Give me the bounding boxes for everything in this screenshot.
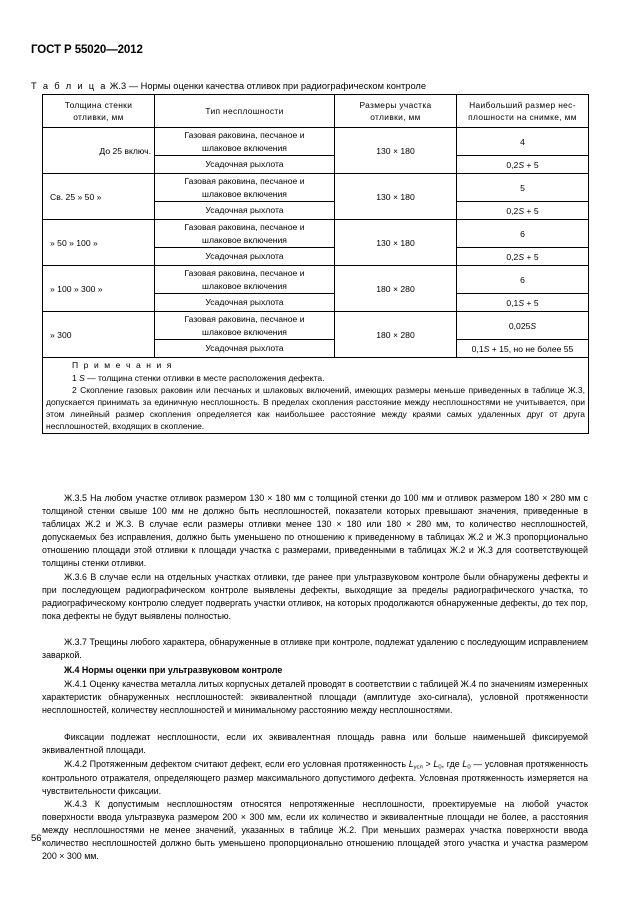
cell-type-gas bbox=[155, 128, 335, 156]
cell-max-gas: 4 bbox=[457, 128, 589, 156]
header-line-1: Наибольший размер нес- bbox=[469, 99, 576, 110]
note-number: 1 bbox=[72, 373, 80, 384]
type-line-1: Газовая раковина, песчаное и bbox=[184, 222, 305, 233]
paragraph-j41-container bbox=[42, 678, 588, 717]
paragraph-j37-container bbox=[42, 636, 588, 662]
value-suffix: + 5 bbox=[524, 159, 539, 170]
type-line-2: шлаковое включения bbox=[202, 188, 287, 199]
type-line-1: Газовая раковина, песчаное и bbox=[184, 176, 305, 187]
type-line-1: Газовая раковина, песчаное и bbox=[184, 314, 305, 325]
notes-title: П р и м е ч а н и я bbox=[72, 360, 174, 370]
header-line-2: отливки, мм bbox=[73, 112, 124, 122]
cell-thickness: » 50 » 100 » bbox=[43, 220, 155, 266]
paragraph-j36-container bbox=[42, 571, 588, 623]
value-variable: S bbox=[518, 205, 525, 216]
note-item-1 bbox=[46, 372, 585, 384]
cell-type-shrinkage: Усадочная рыхлота bbox=[155, 202, 335, 220]
cell-size: 130 × 180 bbox=[335, 128, 457, 174]
type-line-2: шлаковое включения bbox=[202, 326, 287, 337]
paragraph-j37: Ж.3.7 Трещины любого характера, обнаруженные в отливке при контроле, подлежат удалению с последующим исправлением заваркой. bbox=[42, 637, 588, 661]
j42-subscript-0: 0 bbox=[438, 764, 442, 771]
norms-table bbox=[42, 94, 589, 434]
value-prefix: 0,025 bbox=[508, 320, 531, 331]
page-number: 56 bbox=[31, 833, 42, 844]
cell-max-gas: 6 bbox=[457, 220, 589, 248]
j42-subscript-usl: усл bbox=[413, 764, 423, 771]
type-line-2: шлаковое включения bbox=[202, 142, 287, 153]
header-line-1: Размеры участка bbox=[359, 99, 432, 110]
value-suffix: + 15, но не более 55 bbox=[489, 343, 574, 354]
value-prefix: 0,2 bbox=[506, 159, 519, 170]
paragraph-j42-container bbox=[42, 758, 588, 798]
value-prefix: 0,2 bbox=[506, 251, 519, 262]
j42-subscript-0-2: 0 bbox=[467, 764, 471, 771]
j42-symbol-L0-2: L bbox=[462, 759, 468, 769]
paragraph-fixation-container bbox=[42, 731, 588, 757]
table-head bbox=[43, 95, 589, 128]
table-caption-number: Ж.3 bbox=[109, 81, 127, 91]
paragraph-j43-container bbox=[42, 798, 588, 863]
header-line-1: Тип несплошности bbox=[205, 105, 284, 116]
table-row bbox=[43, 266, 589, 294]
type-line-1: Газовая раковина, песчаное и bbox=[184, 268, 305, 279]
column-header-max-size bbox=[457, 95, 589, 128]
heading-j4-container bbox=[42, 664, 588, 677]
cell-type-gas bbox=[155, 266, 335, 294]
cell-size: 180 × 280 bbox=[335, 266, 457, 312]
type-line-2: шлаковое включения bbox=[202, 234, 287, 245]
value-variable: S bbox=[518, 297, 525, 308]
j42-symbol-L0: L bbox=[433, 759, 439, 769]
cell-max-gas bbox=[457, 312, 589, 340]
cell-max-shrinkage bbox=[457, 248, 589, 266]
j42-text-d: — условная протяженность контрольного отражателя, определяющего размер максимального допустимого дефекта. Условная протяженность измеряется на чувствительности фиксации. bbox=[42, 759, 588, 797]
paragraph-j41: Ж.4.1 Оценку качества металла литых корпусных деталей проводят в соответствии с таблицей Ж.4 по значениям измеренных характеристик обнаруженных несплошностей: эквивалентной площади (амплитуде эхо-сигнала), условной протяженности несплошностей, количеству несплошностей и минимальному расстоянию между несплошностями. bbox=[42, 679, 588, 716]
value-variable: S bbox=[530, 320, 537, 331]
cell-max-gas: 5 bbox=[457, 174, 589, 202]
cell-max-shrinkage bbox=[457, 340, 589, 358]
table-body bbox=[43, 128, 589, 434]
j42-text-a: Ж.4.2 Протяженным дефектом считают дефект, если его условная протяженность bbox=[64, 759, 409, 769]
table-caption-text: — Нормы оценки качества отливок при радиографическом контроле bbox=[128, 81, 427, 91]
cell-max-shrinkage bbox=[457, 202, 589, 220]
table-caption bbox=[31, 81, 426, 91]
column-header-type bbox=[155, 95, 335, 128]
value-suffix: + 5 bbox=[524, 297, 539, 308]
j42-text-c: , где bbox=[441, 759, 463, 769]
value-variable: S bbox=[483, 343, 490, 354]
table-row bbox=[43, 174, 589, 202]
paragraph-j43: Ж.4.3 К допустимым несплошностям относятся непротяженные несплошности, проектируемые на любой участок поверхности ввода ультразвука размером 200 × 300 мм, если их количество и эквивалентные площади не более, а расстояния между несплошностями не менее значений, указанных в таблице Ж.2. При меньших размерах участка поверхности ввода количество несплошностей должно быть уменьшено пропорционально отношению площадей этого участка и участка размером 200 × 300 мм. bbox=[42, 799, 588, 862]
header-line-2: плошности на снимке, мм bbox=[468, 112, 577, 122]
paragraph-j36: Ж.3.6 В случае если на отдельных участках отливки, где ранее при ультразвуковом контроле были обнаружены дефекты и при последующем радиографическом контроле выявлены дефекты, выходящие за пределы радиографического участка, то радиографическому контролю следует подвергать участки отливок, на которых продолжаются обнаруженные дефекты, до тех пор, пока дефекты не будут выявлены полностью. bbox=[42, 572, 588, 622]
heading-j4: Ж.4 Нормы оценки при ультразвуковом контроле bbox=[64, 665, 283, 675]
note-text: — толщина стенки отливки в месте расположения дефекта. bbox=[84, 373, 325, 384]
cell-type-shrinkage: Усадочная рыхлота bbox=[155, 340, 335, 358]
table-notes bbox=[43, 358, 589, 434]
table-caption-label: Т а б л и ц а bbox=[31, 81, 108, 91]
cell-thickness: Св. 25 » 50 » bbox=[43, 174, 155, 220]
note-variable: S bbox=[79, 373, 85, 384]
header-line-2: отливки, мм bbox=[370, 112, 421, 122]
table-row bbox=[43, 220, 589, 248]
cell-type-gas bbox=[155, 312, 335, 340]
cell-type-shrinkage: Усадочная рыхлота bbox=[155, 294, 335, 312]
table-row bbox=[43, 128, 589, 156]
column-header-thickness bbox=[43, 95, 155, 128]
paragraph-fixation: Фиксации подлежат несплошности, если их эквивалентная площадь равна или больше наименьшей фиксируемой эквивалентной площади. bbox=[42, 732, 588, 756]
value-prefix: 0,2 bbox=[506, 205, 519, 216]
cell-max-gas: 6 bbox=[457, 266, 589, 294]
cell-max-shrinkage bbox=[457, 156, 589, 174]
cell-size: 180 × 280 bbox=[335, 312, 457, 358]
value-suffix: + 5 bbox=[524, 251, 539, 262]
value-prefix: 0,1 bbox=[506, 297, 519, 308]
standard-header: ГОСТ Р 55020—2012 bbox=[31, 44, 143, 56]
header-line-1: Толщина стенки bbox=[64, 99, 133, 110]
type-line-1: Газовая раковина, песчаное и bbox=[184, 130, 305, 141]
cell-size: 130 × 180 bbox=[335, 220, 457, 266]
cell-thickness: До 25 включ. bbox=[43, 128, 155, 174]
value-prefix: 0,1 bbox=[471, 343, 484, 354]
value-variable: S bbox=[518, 159, 525, 170]
paragraph-j42 bbox=[42, 758, 588, 798]
j42-operator: > bbox=[422, 759, 434, 769]
paragraph-j35-container bbox=[42, 492, 588, 570]
cell-size: 130 × 180 bbox=[335, 174, 457, 220]
paragraph-j35: Ж.3.5 На любом участке отливок размером 130 × 180 мм с толщиной стенки до 100 мм и отливок размером 180 × 280 мм с толщиной стенки свыше 100 мм не должно быть несплошностей, показатели которых превышают значения, приведенные в таблицах Ж.2 и Ж.3. В случае если размеры отливки менее 130 × 180 или 180 × 280 мм, то количество несплошностей, допускаемых без исправления, должно быть уменьшено по отношению к приведенному в таблицах Ж.2 и Ж.3 пропорционально отношению площади этой отливки к площади участка с размерами, приведенными в таблицах Ж.2 и Ж.3 для соответствующей толщины стенки отливки. bbox=[42, 493, 588, 569]
table-notes-row bbox=[43, 358, 589, 434]
cell-thickness: » 300 bbox=[43, 312, 155, 358]
type-line-2: шлаковое включения bbox=[202, 280, 287, 291]
note-item-2: 2 Скопление газовых раковин или песчаных и шлаковых включений, имеющих размеры меньше приведенных в таблице Ж.3, допускается принимать за единичную несплошность. В пределах скопления расстояние между несплошностями не учитывается, при этом линейный размер скопления определяется как наибольшее расстояние между краями самых удаленных друг от друга несплошностей, входящих в скопление. bbox=[46, 385, 585, 432]
cell-thickness: » 100 » 300 » bbox=[43, 266, 155, 312]
cell-type-gas bbox=[155, 174, 335, 202]
table-row bbox=[43, 312, 589, 340]
cell-type-shrinkage: Усадочная рыхлота bbox=[155, 248, 335, 266]
j42-symbol-L-usl: L bbox=[408, 759, 414, 769]
table-header-row bbox=[43, 95, 589, 128]
cell-max-shrinkage bbox=[457, 294, 589, 312]
value-variable: S bbox=[518, 251, 525, 262]
value-suffix: + 5 bbox=[524, 205, 539, 216]
cell-type-gas bbox=[155, 220, 335, 248]
cell-type-shrinkage: Усадочная рыхлота bbox=[155, 156, 335, 174]
column-header-size bbox=[335, 95, 457, 128]
